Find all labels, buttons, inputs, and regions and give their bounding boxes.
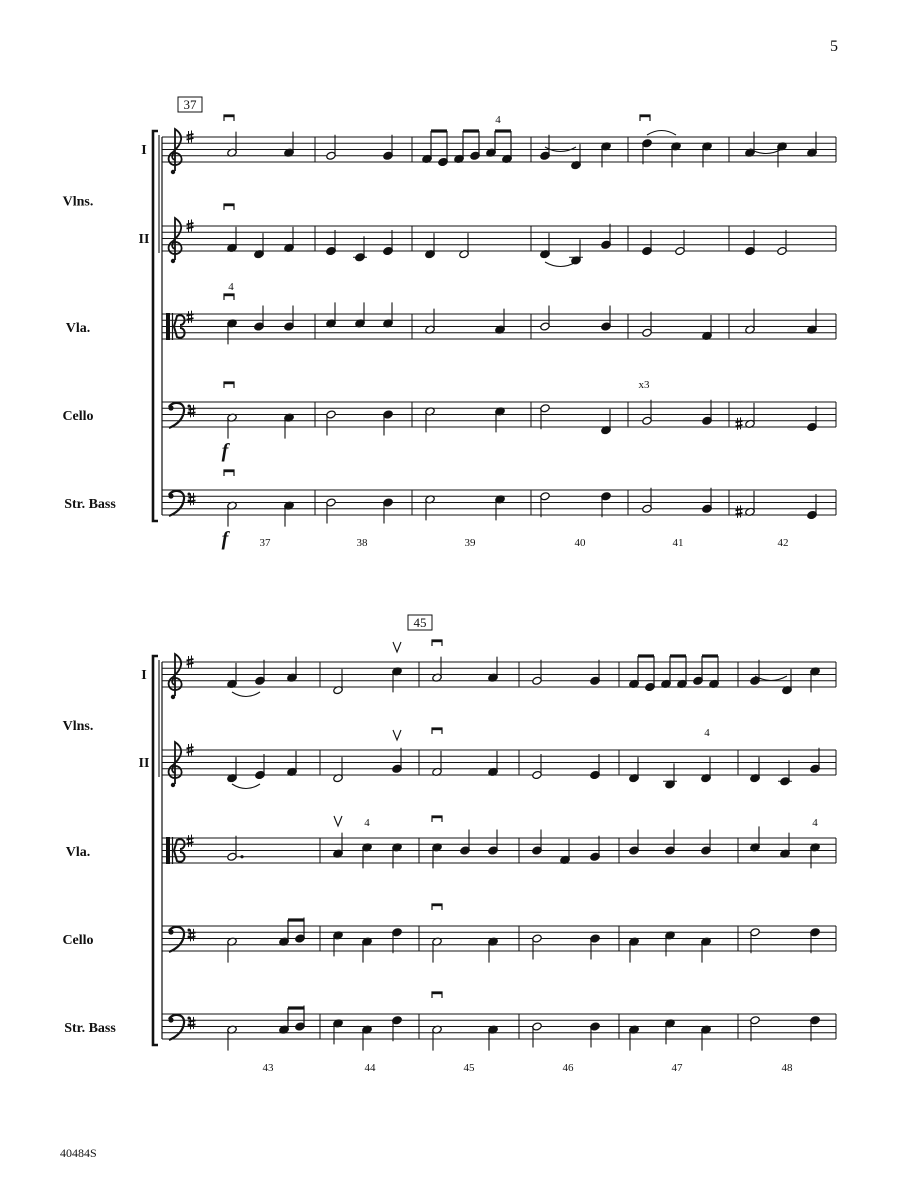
- note: [392, 843, 403, 869]
- note: [665, 931, 676, 957]
- note: [601, 409, 612, 435]
- note: [284, 413, 295, 439]
- note: [810, 843, 821, 869]
- treble-clef-path: [169, 218, 182, 260]
- note: [601, 492, 612, 518]
- treble-clef-path: [169, 742, 182, 784]
- rehearsal-mark: 37: [183, 97, 197, 112]
- note: [590, 660, 601, 686]
- part-label-violin-2: II: [138, 232, 150, 247]
- sharp-stroke: [187, 318, 194, 320]
- note: [425, 407, 436, 433]
- measure-number: 48: [781, 1062, 793, 1074]
- down-bow-icon: [432, 904, 442, 910]
- note: [255, 754, 266, 780]
- bass-clef-icon: [168, 491, 190, 516]
- note: [355, 302, 366, 328]
- fingering: 4: [704, 727, 710, 739]
- note: [326, 498, 337, 524]
- treble-clef-icon: [169, 654, 182, 699]
- down-bow-icon: [432, 992, 442, 998]
- note: [702, 488, 713, 514]
- note: [642, 230, 653, 256]
- note: [227, 1025, 238, 1051]
- measure-number: 46: [562, 1062, 574, 1074]
- system-bracket: [153, 656, 158, 1045]
- note: [782, 669, 793, 695]
- down-bow-bar: [224, 204, 234, 206]
- note: [488, 937, 499, 963]
- down-bow-icon: [640, 115, 650, 121]
- note: [532, 1022, 543, 1048]
- bass-clef-icon: [168, 403, 190, 428]
- note: [590, 934, 601, 960]
- note: [750, 660, 761, 686]
- note: [745, 403, 756, 429]
- down-bow-bar: [224, 115, 234, 117]
- measure-number: 38: [356, 537, 368, 549]
- rehearsal-mark: 45: [413, 615, 427, 630]
- note: [362, 1025, 373, 1051]
- down-bow-icon: [224, 294, 234, 300]
- note: [629, 937, 640, 963]
- sharp-stroke: [187, 751, 194, 753]
- note: [642, 488, 653, 514]
- down-bow-bar: [224, 470, 234, 472]
- note: [460, 830, 471, 856]
- note: [702, 142, 713, 168]
- note: [432, 1025, 443, 1051]
- note: [227, 501, 238, 527]
- note: [702, 400, 713, 426]
- note: [532, 660, 543, 686]
- down-bow-icon: [224, 115, 234, 121]
- note: [540, 306, 551, 332]
- note: [810, 928, 821, 954]
- measure-number: 37: [259, 537, 271, 549]
- measure-number: 41: [672, 537, 684, 549]
- system-1: [153, 97, 836, 521]
- note: [629, 1025, 640, 1051]
- note: [569, 239, 583, 265]
- note: [326, 135, 337, 161]
- note: [432, 657, 443, 683]
- note: [326, 410, 337, 436]
- fingering: x3: [638, 379, 650, 391]
- bass-clef-head: [168, 405, 173, 410]
- system-bracket: [153, 131, 158, 521]
- part-label-viola: Vla.: [65, 845, 91, 860]
- note: [777, 230, 788, 256]
- measure-number: 45: [463, 1062, 475, 1074]
- down-bow-bar: [432, 816, 442, 818]
- note: [810, 1016, 821, 1042]
- sharp-stroke: [187, 659, 194, 661]
- part-label-bass: Str. Bass: [64, 1021, 116, 1036]
- note: [392, 748, 403, 774]
- sharp-stroke: [187, 138, 194, 140]
- note: [571, 144, 582, 170]
- treble-clef-path: [169, 654, 182, 696]
- down-bow-icon: [432, 728, 442, 734]
- note: [227, 757, 238, 783]
- down-bow-bar: [432, 728, 442, 730]
- sharp-icon: [736, 417, 743, 430]
- note: [383, 135, 394, 161]
- note: [488, 657, 499, 683]
- note: [287, 751, 298, 777]
- note: [807, 494, 818, 520]
- note: [671, 142, 682, 168]
- treble-clef-path: [169, 129, 182, 171]
- note: [227, 663, 238, 689]
- part-label-viola: Vla.: [65, 321, 91, 336]
- note: [778, 760, 792, 786]
- alto-clef-bar: [166, 837, 170, 864]
- note: [255, 660, 266, 686]
- part-label-violin-1: I: [141, 668, 147, 683]
- augmentation-dot: [240, 855, 243, 858]
- note: [750, 826, 761, 852]
- note: [326, 302, 337, 328]
- down-bow-icon: [224, 382, 234, 388]
- part-label-violin-2: II: [138, 756, 150, 771]
- down-bow-icon: [224, 204, 234, 210]
- note: [665, 1019, 676, 1045]
- note: [362, 937, 373, 963]
- down-bow-bar: [224, 382, 234, 384]
- measure-number: 42: [777, 537, 789, 549]
- note: [629, 757, 640, 783]
- note: [495, 407, 506, 433]
- note: [701, 937, 712, 963]
- note: [488, 751, 499, 777]
- note: [701, 830, 712, 856]
- part-label-violin-1: I: [141, 143, 147, 158]
- part-label-violins: Vlns.: [62, 194, 94, 210]
- sharp-stroke: [187, 842, 194, 844]
- note: [227, 132, 238, 158]
- sharp-stroke: [187, 663, 194, 665]
- note: [333, 757, 344, 783]
- note: [425, 309, 436, 335]
- note: [642, 312, 653, 338]
- note: [227, 227, 238, 253]
- note: [642, 139, 653, 165]
- note: [780, 833, 791, 859]
- note: [227, 937, 238, 963]
- treble-clef-icon: [169, 129, 182, 174]
- note: [663, 763, 677, 789]
- note: [532, 934, 543, 960]
- up-bow-icon: [393, 730, 401, 740]
- note: [701, 757, 712, 783]
- sharp-stroke: [736, 425, 743, 427]
- down-bow-bar: [432, 904, 442, 906]
- note: [425, 233, 436, 259]
- slur: [232, 784, 260, 789]
- bass-clef-head: [168, 929, 173, 934]
- note: [287, 657, 298, 683]
- note: [392, 1016, 403, 1042]
- part-label-cello: Cello: [62, 409, 94, 424]
- down-bow-bar: [640, 115, 650, 117]
- note: [665, 830, 676, 856]
- note: [495, 495, 506, 521]
- part-label-violins: Vlns.: [62, 719, 94, 734]
- note: [810, 667, 821, 693]
- note: [383, 410, 394, 436]
- slur: [232, 692, 260, 697]
- note: [701, 1025, 712, 1051]
- note: [745, 491, 756, 517]
- sharp-stroke: [187, 747, 194, 749]
- note: [590, 754, 601, 780]
- sharp-stroke: [187, 134, 194, 136]
- note: [601, 142, 612, 168]
- fingering: 4: [812, 817, 818, 829]
- slur: [647, 131, 676, 136]
- page-number: 5: [830, 38, 838, 55]
- measure-number: 40: [574, 537, 586, 549]
- sharp-icon: [736, 505, 743, 518]
- fingering: 4: [364, 817, 370, 829]
- alto-clef-bar: [166, 313, 170, 340]
- dynamic-forte: f: [221, 528, 229, 550]
- note: [750, 1016, 761, 1042]
- up-bow-icon: [393, 642, 401, 652]
- fingering: 4: [228, 281, 234, 293]
- note: [227, 836, 238, 862]
- bass-clef-icon: [168, 927, 190, 952]
- sharp-stroke: [736, 513, 743, 515]
- note: [540, 404, 551, 430]
- note: [750, 928, 761, 954]
- note: [326, 230, 337, 256]
- note: [807, 132, 818, 158]
- dynamic-forte: f: [221, 440, 229, 462]
- note: [392, 928, 403, 954]
- note: [590, 1022, 601, 1048]
- note: [810, 748, 821, 774]
- note: [254, 306, 265, 332]
- note: [777, 142, 788, 168]
- bass-clef-head: [168, 493, 173, 498]
- treble-clef-dot: [171, 695, 175, 699]
- fingering: 4: [495, 114, 501, 126]
- note: [333, 931, 344, 957]
- bass-clef-head: [168, 1017, 173, 1022]
- note: [383, 302, 394, 328]
- sharp-stroke: [187, 227, 194, 229]
- bass-clef-icon: [168, 1015, 190, 1040]
- note: [495, 309, 506, 335]
- down-bow-icon: [432, 640, 442, 646]
- down-bow-icon: [224, 470, 234, 476]
- note: [432, 843, 443, 869]
- down-bow-bar: [432, 640, 442, 642]
- note: [227, 319, 238, 345]
- note: [284, 227, 295, 253]
- note: [392, 667, 403, 693]
- note: [807, 309, 818, 335]
- note: [432, 751, 443, 777]
- note: [540, 492, 551, 518]
- measure-number: 43: [262, 1062, 274, 1074]
- note: [362, 843, 373, 869]
- part-label-bass: Str. Bass: [64, 497, 116, 512]
- treble-clef-dot: [171, 783, 175, 787]
- note: [383, 230, 394, 256]
- catalog-number: 40484S: [60, 1146, 97, 1160]
- treble-clef-icon: [169, 742, 182, 787]
- note: [432, 937, 443, 963]
- note: [532, 830, 543, 856]
- note: [227, 413, 238, 439]
- note: [284, 132, 295, 158]
- note: [807, 406, 818, 432]
- down-bow-bar: [432, 992, 442, 994]
- note: [745, 309, 756, 335]
- note: [383, 498, 394, 524]
- note: [488, 1025, 499, 1051]
- note: [333, 1019, 344, 1045]
- measure-number: 47: [671, 1062, 683, 1074]
- note: [745, 230, 756, 256]
- note: [353, 236, 367, 262]
- treble-clef-dot: [171, 170, 175, 174]
- note: [488, 830, 499, 856]
- note: [745, 132, 756, 158]
- sharp-icon: [187, 311, 194, 324]
- note: [425, 495, 436, 521]
- down-bow-icon: [432, 816, 442, 822]
- note: [532, 754, 543, 780]
- note: [284, 306, 295, 332]
- measure-number: 39: [464, 537, 476, 549]
- sharp-icon: [187, 835, 194, 848]
- note: [459, 233, 470, 259]
- up-bow-icon: [334, 816, 342, 826]
- note: [629, 830, 640, 856]
- note: [702, 315, 713, 341]
- measure-number: 44: [364, 1062, 376, 1074]
- slur: [545, 262, 576, 267]
- note: [560, 839, 571, 865]
- part-label-cello: Cello: [62, 933, 94, 948]
- note: [333, 669, 344, 695]
- down-bow-bar: [224, 294, 234, 296]
- note: [540, 233, 551, 259]
- note: [750, 757, 761, 783]
- note: [675, 230, 686, 256]
- treble-clef-icon: [169, 218, 182, 263]
- note: [284, 501, 295, 527]
- sharp-stroke: [187, 223, 194, 225]
- note: [601, 306, 612, 332]
- treble-clef-dot: [171, 259, 175, 263]
- note: [601, 224, 612, 250]
- note: [254, 233, 265, 259]
- note: [642, 400, 653, 426]
- note: [333, 833, 344, 859]
- note: [590, 836, 601, 862]
